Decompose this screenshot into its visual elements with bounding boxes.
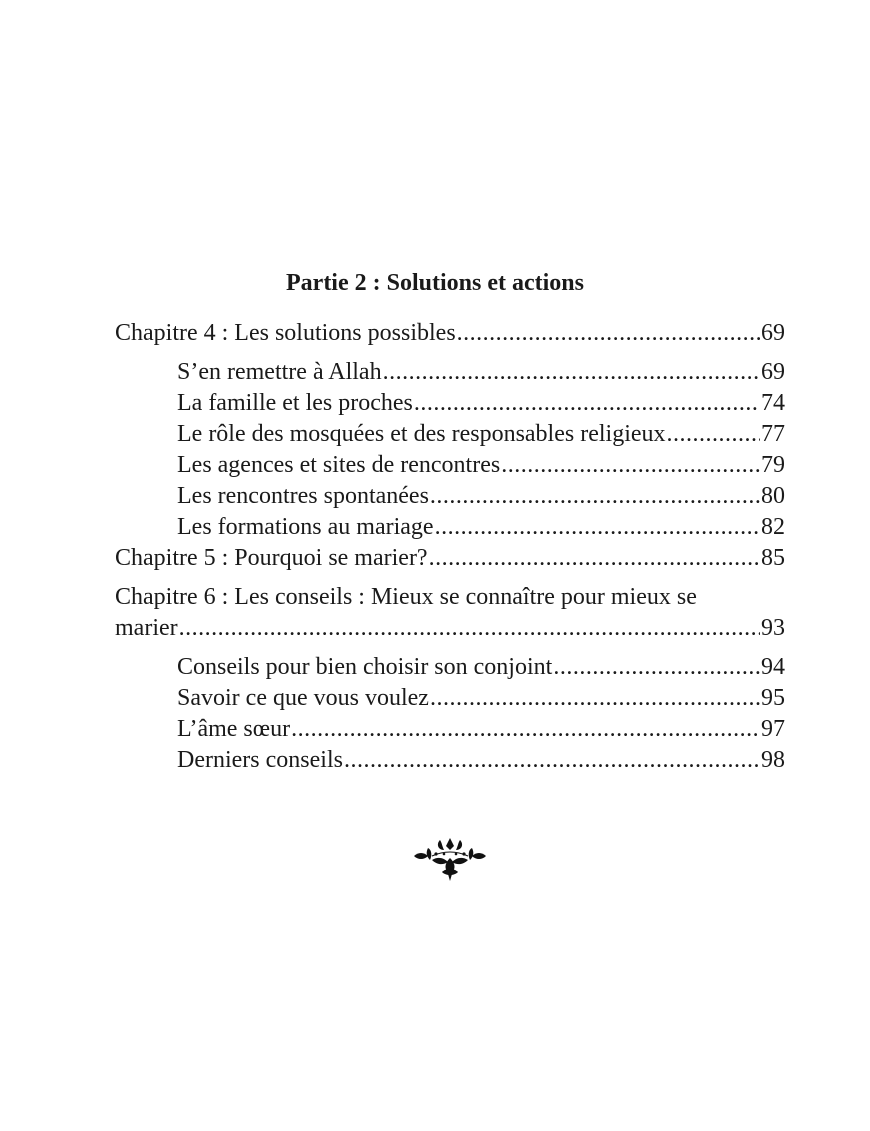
dot-leader bbox=[553, 652, 760, 683]
part-title: Partie 2 : Solutions et actions bbox=[286, 270, 584, 296]
toc-label: La famille et les proches bbox=[177, 390, 413, 416]
toc-entry[interactable] bbox=[115, 419, 785, 450]
dot-leader bbox=[383, 357, 760, 388]
dot-leader bbox=[291, 714, 760, 745]
toc-entry[interactable] bbox=[115, 357, 785, 388]
toc-label: Savoir ce que vous voulez bbox=[177, 685, 429, 711]
toc-entry[interactable] bbox=[115, 652, 785, 683]
dot-leader bbox=[430, 683, 760, 714]
dot-leader bbox=[435, 512, 760, 543]
toc-entry-chapter-4[interactable] bbox=[115, 318, 785, 349]
toc-page: 93 bbox=[761, 615, 785, 641]
toc-label: Conseils pour bien choisir son conjoint bbox=[177, 654, 553, 680]
toc-page: 79 bbox=[761, 452, 785, 478]
toc-entry-chapter-6[interactable] bbox=[115, 582, 785, 644]
dot-leader bbox=[457, 318, 760, 349]
floral-ornament-icon bbox=[408, 834, 492, 882]
toc-page: 97 bbox=[761, 716, 785, 742]
toc-entry-chapter-5[interactable] bbox=[115, 543, 785, 574]
toc-label: Chapitre 4 : Les solutions possibles bbox=[115, 320, 456, 346]
dot-leader bbox=[179, 613, 760, 644]
toc-page: 95 bbox=[761, 685, 785, 711]
toc-entry[interactable] bbox=[115, 714, 785, 745]
dot-leader bbox=[667, 419, 760, 450]
toc-label: S’en remettre à Allah bbox=[177, 359, 382, 385]
toc-entry[interactable] bbox=[115, 512, 785, 543]
toc-label: Derniers conseils bbox=[177, 747, 343, 773]
dot-leader bbox=[344, 745, 760, 776]
toc-label: Chapitre 6 : Les conseils : Mieux se connaître pour mieux se bbox=[115, 584, 697, 610]
toc-page: 98 bbox=[761, 747, 785, 773]
toc-page: 74 bbox=[761, 390, 785, 416]
toc-entry[interactable] bbox=[115, 683, 785, 714]
dot-leader bbox=[430, 481, 760, 512]
toc-entry[interactable] bbox=[115, 481, 785, 512]
toc-label: Les agences et sites de rencontres bbox=[177, 452, 501, 478]
toc-entry[interactable] bbox=[115, 450, 785, 481]
toc-page: 69 bbox=[761, 359, 785, 385]
dot-leader bbox=[414, 388, 760, 419]
toc-entry[interactable] bbox=[115, 745, 785, 776]
toc-label: Chapitre 5 : Pourquoi se marier? bbox=[115, 545, 428, 571]
toc-page: 94 bbox=[761, 654, 785, 680]
toc-label: L’âme sœur bbox=[177, 716, 291, 742]
dot-leader bbox=[429, 543, 760, 574]
toc-page: 69 bbox=[761, 320, 785, 346]
dot-leader bbox=[501, 450, 760, 481]
toc-label: Le rôle des mosquées et des responsables religieux bbox=[177, 421, 666, 447]
toc-entry[interactable] bbox=[115, 388, 785, 419]
toc-label: Les rencontres spontanées bbox=[177, 483, 429, 509]
toc-label: marier bbox=[115, 615, 178, 641]
toc-page: 80 bbox=[761, 483, 785, 509]
toc-page: 85 bbox=[761, 545, 785, 571]
toc-page: 82 bbox=[761, 514, 785, 540]
toc-label: Les formations au mariage bbox=[177, 514, 434, 540]
table-of-contents bbox=[115, 318, 785, 776]
toc-page: 77 bbox=[761, 421, 785, 447]
